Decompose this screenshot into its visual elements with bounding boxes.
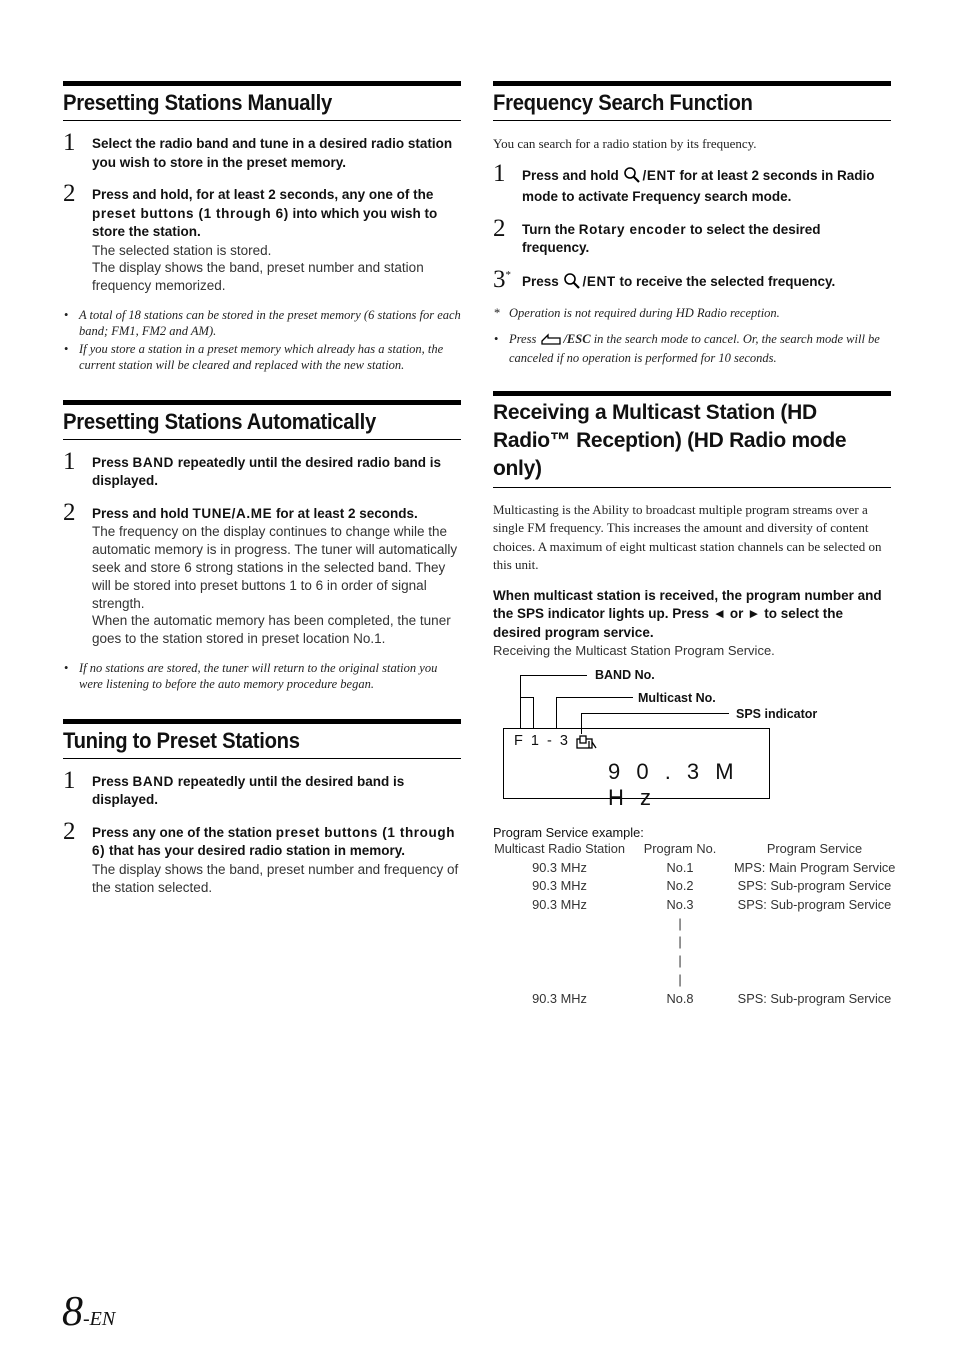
multicast-no-label: Multicast No. [638,691,716,705]
step [493,214,891,258]
keyword: Rotary encoder [578,221,687,237]
note-text: Operation is not required during HD Radio reception. [509,306,780,320]
step-number: 2 [63,498,76,526]
bullet: • [494,331,499,346]
section-title-presetting-manually: Presetting Stations Manually [63,90,332,115]
table-cell: 90.3 MHz [532,859,587,875]
table-cell: | [678,915,682,931]
sps-indicator-icon [576,735,598,754]
table-cell: | [678,934,682,950]
section-title-tuning-preset: Tuning to Preset Stations [63,727,300,753]
step-number: 2 [63,180,76,207]
instruction-text: repeatedly until the desired band is displayed. [92,773,405,808]
band-no-label: BAND No. [595,668,655,682]
section-title-frequency-search: Frequency Search Function [493,90,753,115]
step [63,817,461,897]
notes [63,307,461,374]
table-cell: | [678,953,682,969]
table-row [493,953,891,972]
step-instruction [92,824,461,861]
note [493,331,891,367]
leader-line [556,697,633,698]
page-number: 8 [62,1289,83,1335]
sps-indicator-label: SPS indicator [736,707,818,721]
table-cell: No.1 [666,859,694,875]
table-cell: No.8 [666,990,694,1006]
step [493,159,891,207]
step [63,766,461,810]
note [63,307,461,340]
step [63,180,461,295]
caption-text: Receiving the Multicast Station Program Service. [493,643,775,658]
leader-line [520,697,533,698]
note-text: Press [509,331,540,346]
table-cell: No.2 [666,878,694,894]
step-description: The display shows the band, preset number and frequency of the station selected. [92,861,459,895]
instruction-text: Turn the [522,221,579,237]
table-row [493,859,896,879]
keyword: /ENT [642,167,676,183]
search-icon [563,272,583,295]
note-text: If you store a station in a preset memory which already has a station, the current station will be cleared and replaced with the new station. [79,341,444,373]
note-text: in the search mode to cancel. Or, the search mode will be canceled if no operation is performed for 10 seconds. [509,331,880,365]
notes [63,660,461,693]
leader-line [520,675,521,728]
instruction-text: Press [522,273,563,289]
table-header-row [493,841,891,860]
step-instruction [92,186,461,242]
table-row [493,897,891,916]
section-heading [63,400,461,440]
bullet: • [64,307,69,322]
step-instruction [92,505,461,524]
note-text: A total of 18 stations can be stored in the preset memory (6 stations for each band; FM1, FM2 and AM). [79,307,461,339]
note [493,305,891,322]
step-number: 2 [493,214,506,242]
table-row [493,991,891,1010]
table-row [493,934,891,953]
step-description: When the automatic memory has been completed, the tuner goes to the station stored in preset location No.1. [92,613,451,647]
page-footer [62,1288,115,1336]
instruction-text: for at least 2 seconds. [272,505,418,521]
step-description: The selected station is stored. [92,242,272,258]
keyword: /ESC [563,331,591,346]
step-number [493,266,511,294]
note [63,341,461,374]
bullet: • [64,341,69,356]
instruction-paragraph: When multicast station is received, the program number and the SPS indicator lights up. Press ◄ or ► to select the desired program service. [493,587,882,640]
section-heading [63,81,461,121]
table-row [493,916,891,935]
left-column [63,81,461,911]
instruction-text: Press [92,454,133,470]
step [493,265,891,295]
table-cell: MPS: Main Program Service [734,859,896,875]
instruction-text: Press and hold, for at least 2 seconds, any one of the [92,187,434,202]
note-text: If no stations are stored, the tuner will return to the original station you were listening to before the auto memory procedure began. [79,660,438,692]
instruction-text: that has your desired radio station in memory. [105,843,406,859]
section-title-multicast: Receiving a Multicast Station (HD Radio™ Reception) (HD Radio mode only) [493,400,847,480]
table-caption: Program Service example: [493,825,644,840]
keyword: /ENT [582,273,616,289]
step-instruction [92,773,461,810]
step-number: 1 [63,447,76,475]
section-heading [63,719,461,759]
bullet: * [494,306,501,320]
band-readout: F 1 - 3 [514,733,570,749]
column-header: Program Service [766,841,863,856]
step-description: The frequency on the display continues to change while the automatic memory is in progress. The tuner will automatically seek and store 6 strong stations in the selected band. They will be stored into preset buttons 1 to 6 in order of signal strength. [92,524,458,611]
instruction-text: into which you wish to store the station. [92,205,438,239]
instruction-text: to select the desired frequency. [522,221,821,255]
step-number-digit: 3 [493,265,506,293]
table-cell: SPS: Sub-program Service [737,897,892,913]
table-cell: 90.3 MHz [532,990,587,1006]
step-number: 1 [63,766,76,794]
instruction-text: to receive the selected frequency. [615,273,836,289]
intro-text: Multicasting is the Ability to broadcast multiple program streams over a single FM frequency. This increases the amount and diversity of content choices. A maximum of eight multicast station channels can be selected on this unit. [493,501,882,572]
keyword: BAND [132,773,174,789]
step [63,498,461,648]
instruction-text: Press any one of the station [92,824,276,840]
frequency-readout: 9 0 . 3 M H z [608,759,739,810]
step-description: The display shows the band, preset number and station frequency memorized. [92,260,424,294]
keyword: TUNE/A.ME [192,505,273,521]
step-instruction: Select the radio band and tune in a desired radio station you wish to store in the preset memory. [92,136,453,170]
instruction-text: Press [92,773,133,789]
note [63,660,461,693]
step-number: 1 [63,129,76,156]
step-number: 2 [63,817,76,845]
step-number: 1 [493,159,506,187]
step-instruction [92,454,461,491]
right-column [493,81,896,1009]
section-heading [493,81,891,121]
keyword: preset buttons (1 through 6) [92,824,456,859]
column-header: Program No. [643,841,717,856]
table-row [493,972,891,991]
step-instruction [522,166,891,207]
search-icon [623,166,643,189]
program-service-table [493,825,896,1009]
keyword: preset buttons (1 through 6) [92,205,289,221]
step [63,129,461,172]
instruction-text: Press and hold [92,505,193,521]
section-heading [493,391,891,488]
instruction-text: Press and hold [522,167,623,183]
leader-line [533,697,534,728]
table-cell: SPS: Sub-program Service [737,990,892,1006]
notes [493,305,891,367]
back-icon [539,332,563,351]
radio-display [503,728,770,810]
column-header: Multicast Radio Station [494,841,625,856]
instruction-text: repeatedly until the desired radio band is displayed. [92,454,442,489]
footnote-mark: * [505,268,511,281]
step-instruction [522,221,891,258]
display-diagram [493,668,891,810]
page-suffix: -EN [83,1308,116,1330]
table-row [493,878,891,897]
step-instruction [522,272,891,295]
leader-line [581,713,729,714]
bullet: • [64,660,69,675]
table-cell: No.3 [666,897,694,913]
table-cell: 90.3 MHz [532,878,587,894]
step [63,447,461,491]
leader-line [520,675,587,676]
intro-text: You can search for a radio station by its frequency. [493,136,757,151]
section-title-presetting-automatically: Presetting Stations Automatically [63,408,376,434]
table-cell: 90.3 MHz [532,897,587,913]
instruction-text: for at least 2 seconds in Radio mode to activate Frequency search mode. [522,167,875,204]
table-cell: | [678,971,682,987]
keyword: BAND [132,454,174,470]
leader-line [556,697,557,728]
table-cell: SPS: Sub-program Service [737,878,892,894]
